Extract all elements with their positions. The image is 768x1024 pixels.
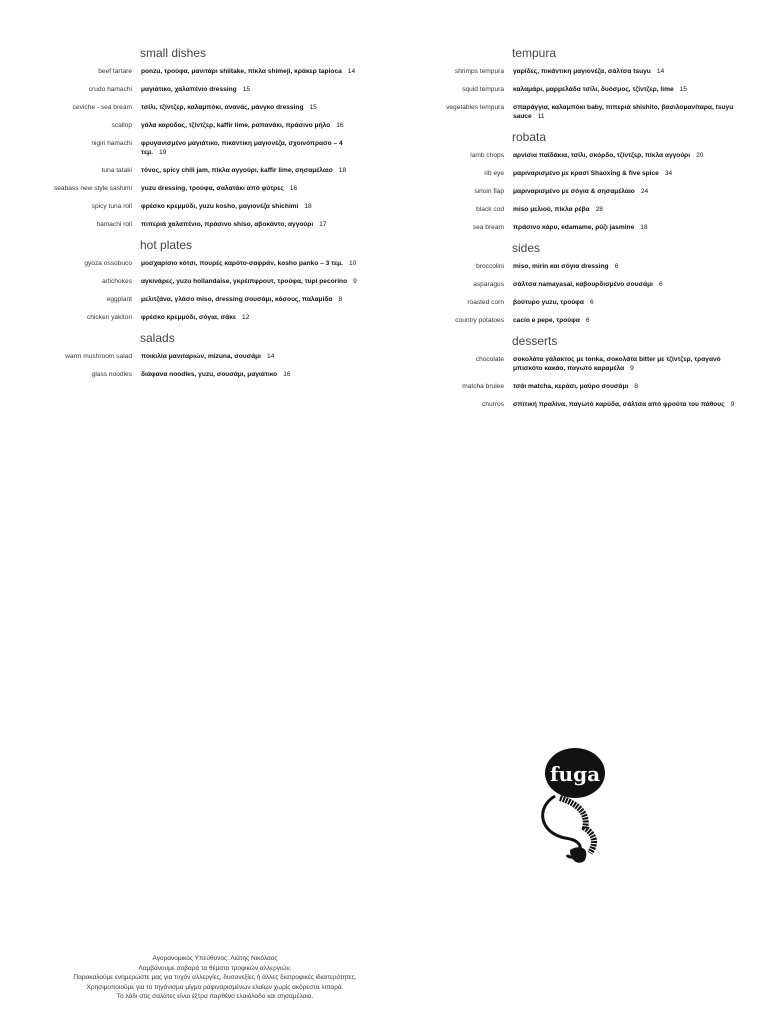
menu-item-name: hamachi roll (96, 221, 132, 228)
menu-item-price: 18 (304, 203, 312, 210)
menu-item-description-text: φρυγανισμένο μαγιάτικο, πικάντικη μαγιονέζα, σχοινόπρασο – 4 τεμ. (141, 140, 343, 156)
menu-item-name: eggplant (106, 296, 132, 303)
menu-item-description-text: yuzu dressing, τρούφα, σαλατάκι από φύτρες (141, 185, 284, 192)
menu-item-name: matcha brulee (462, 383, 504, 390)
menu-item-name: churros (482, 401, 504, 408)
menu-item (392, 223, 752, 232)
menu-item-description (141, 259, 360, 268)
menu-item-description-text: τόνος, spicy chili jam, πίκλα αγγούρι, kaffir lime, σησαμέλαιο (141, 167, 333, 174)
menu-item (392, 103, 752, 121)
menu-item (392, 298, 752, 307)
section-title: tempura (512, 46, 557, 60)
menu-item (392, 400, 752, 409)
menu-item-description (141, 139, 360, 157)
fuga-logo (530, 738, 640, 868)
menu-item-name: ceviche - sea bream (72, 104, 132, 111)
menu-item-description (513, 223, 752, 232)
menu-item-description-text: μαγιάτικο, χαλαπένιο dressing (141, 86, 237, 93)
menu-item-description-text: cacio e pepe, τρούφα (513, 317, 580, 324)
menu-section (20, 331, 360, 379)
footer-line: Χρησιμοποιούμε για το τηγάνισμα μίγμα ραφιναρισμένων ελαίων χωρίς ακόρεστα λιπαρά. (86, 983, 344, 991)
menu-item-name: sirloin flap (474, 188, 504, 195)
menu-item-description-text: miso, mirin και σόγια dressing (513, 263, 609, 270)
menu-item (392, 187, 752, 196)
menu-item-description (513, 262, 752, 271)
menu-item (20, 121, 360, 130)
menu-item-name: scallop (111, 122, 132, 129)
menu-item-name: shrimps tempura (454, 68, 504, 75)
left-menu-column (20, 46, 360, 388)
menu-item-description-text: αρνίσια παϊδάκια, τσίλι, σκόρδο, τζίντζερ, πίκλα αγγούρι (513, 152, 691, 159)
menu-item-price: 9 (730, 401, 735, 408)
menu-item (392, 280, 752, 289)
menu-item-description-text: τσίλι, τζίντζερ, καλαμπόκι, ανανάς, μάνγκο dressing (141, 104, 304, 111)
menu-item-description (141, 352, 360, 361)
section-title: small dishes (140, 46, 207, 60)
menu-item (392, 382, 752, 391)
section-title: desserts (512, 334, 558, 348)
menu-item-description (141, 85, 360, 94)
menu-item-description-text: πιπεριά χαλαπένιο, πράσινο shiso, αβοκάντο, αγγούρι (141, 221, 314, 228)
menu-item-description-text: αγκινάρες, yuzu hollandaise, γκρέιπφρουτ, τρούφα, τυρί pecorino (141, 278, 348, 285)
menu-item (20, 166, 360, 175)
menu-item-name: black cod (476, 206, 504, 213)
menu-item-name: squid tempura (462, 86, 504, 93)
menu-item-description-text: μοσχαρίσιο κότσι, πουρές καρότο-σαφράν, kosho panko – 3 τεμ. (141, 260, 344, 267)
menu-item-price: 11 (537, 113, 545, 120)
menu-item-description-text: ποικιλία μανιταριών, mizuna, σουσάμι (141, 353, 262, 360)
menu-item-description (513, 355, 752, 373)
menu-item-price: 15 (242, 86, 251, 93)
menu-item (392, 316, 752, 325)
menu-item-price: 19 (158, 149, 167, 156)
menu-item (392, 262, 752, 271)
menu-item-description-text: πράσινο κάρυ, edamame, ρύζι jasmine (513, 224, 635, 231)
menu-item-description (513, 280, 752, 289)
menu-item (20, 277, 360, 286)
menu-item-description (513, 103, 752, 121)
menu-item (392, 67, 752, 76)
menu-item-price: 34 (664, 170, 673, 177)
menu-item-price: 28 (595, 206, 603, 213)
menu-item-name: sea bream (472, 224, 504, 231)
menu-item-price: 18 (338, 167, 347, 174)
menu-item-description-text: σπιτική πραλίνα, παγωτό καρύδα, σάλτσα από φρούτα του πάθους (513, 401, 725, 408)
menu-item-description-text: σάλτσα namayasai, καβουρδισμένο σουσάμι (513, 281, 653, 288)
menu-item-price: 6 (589, 299, 594, 306)
menu-item-description-text: μελιτζάνα, γλάσο miso, dressing σουσάμι, κόσους, παλαμίδα (141, 296, 333, 303)
menu-item (20, 295, 360, 304)
menu-item-price: 17 (319, 221, 327, 228)
menu-item (20, 313, 360, 322)
menu-item (20, 67, 360, 76)
menu-item (20, 352, 360, 361)
menu-item-name: seabass new style sashimi (53, 185, 132, 192)
menu-item-price: 15 (309, 104, 317, 111)
menu-item-description-text: φρέσκο κρεμμύδι, yuzu kosho, μαγιονέζα shichimi (141, 203, 299, 210)
menu-item (20, 202, 360, 211)
menu-item-name: chicken yakitori (86, 314, 132, 321)
menu-item-description-text: ponzu, τρούφα, μανιτάρι shiitake, πίκλα shimeji, κράκερ tapioca (141, 68, 342, 75)
right-menu-column (392, 46, 752, 418)
footer-line: Παρακαλούμε ενημερώστε μας για τυχόν αλλεργίες, δυσανεξίες ή άλλες διατροφικές ιδιαιτερότητες. (73, 974, 357, 982)
menu-item-name: lamb chops (470, 152, 504, 159)
menu-item (20, 103, 360, 112)
menu-item-name: vegetables tempura (446, 104, 504, 111)
menu-section (392, 334, 752, 409)
menu-item-description (513, 85, 752, 94)
menu-item-description (513, 67, 752, 76)
menu-item-description-text: καλαμάρι, μαρμελάδα τσίλι, δυόσμος, τζίντζερ, lime (513, 86, 674, 93)
menu-item-name: chocolate (475, 356, 504, 363)
section-title: sides (512, 241, 541, 255)
menu-item (392, 169, 752, 178)
menu-item (392, 85, 752, 94)
section-title: robata (512, 130, 547, 144)
menu-section (392, 241, 752, 325)
menu-item-description (141, 370, 360, 379)
menu-item-price: 9 (630, 365, 634, 372)
menu-item-description (141, 220, 360, 229)
menu-item-description (141, 103, 360, 112)
menu-item-description (141, 67, 360, 76)
menu-item-price: 14 (267, 353, 275, 360)
menu-item-name: beef tartare (98, 68, 132, 75)
menu-item (20, 220, 360, 229)
menu-item (20, 259, 360, 268)
menu-item-price: 20 (696, 152, 704, 159)
menu-item-price: 24 (640, 188, 649, 195)
menu-item-name: artichokes (101, 278, 132, 285)
menu-item-description-text: μαριναρισμένο με κρασί Shaoxing & five spice (513, 170, 659, 177)
menu-item (20, 184, 360, 193)
menu-item-description-text: μαριναρισμένο με σόγια & σησαμέλαιο (513, 188, 635, 195)
menu-item-price: 14 (656, 68, 665, 75)
menu-item-name: asparagus (473, 281, 504, 288)
menu-item (20, 85, 360, 94)
footer-line: Το λάδι στις σαλάτες είναι έξτρα παρθένο ελαιόλαδο και σησαμέλαιο. (116, 993, 314, 1001)
menu-item-description (513, 169, 752, 178)
menu-item-name: nigiri hamachi (91, 140, 132, 147)
menu-item-description-text: σοκολάτα γάλακτος με tonka, σοκολάτα bitter με τζίντζερ, τραγανό μπισκότο κακάο, παγωτό καραμέλα (513, 356, 721, 372)
menu-item-name: warm mushroom salad (65, 353, 132, 360)
menu-item (392, 355, 752, 373)
menu-item-description-text: βούτυρο yuzu, τρούφα (513, 299, 584, 306)
menu-item-description-text: miso μελιού, πίκλα ρέβα (513, 206, 590, 213)
footer-notes (20, 954, 410, 1002)
menu-item (392, 151, 752, 160)
menu-item-name: tuna tataki (101, 167, 132, 174)
menu-item-description (141, 121, 360, 130)
menu-item-description-text: φρέσκο κρεμμύδι, σόγια, σάκε (141, 314, 237, 321)
menu-item-description (141, 184, 360, 193)
menu-item-description (513, 187, 752, 196)
menu-item-name: broccolini (476, 263, 504, 270)
menu-item (20, 370, 360, 379)
menu-item-description-text: γαρίδες, πικάντικη μαγιονέζα, σάλτσα tsuyu (513, 68, 651, 75)
menu-item-price: 16 (336, 122, 344, 129)
menu-item-description (513, 382, 752, 391)
menu-item-price: 6 (658, 281, 663, 288)
menu-item-price: 8 (338, 296, 343, 303)
menu-item-description-text: διάφανα noodles, yuzu, σουσάμι, μαγιάτικο (141, 371, 278, 378)
menu-item-price: 8 (634, 383, 639, 390)
menu-item-price: 18 (640, 224, 648, 231)
menu-item-name: rib eye (484, 170, 504, 177)
menu-item-description (141, 166, 360, 175)
menu-item-price: 14 (347, 68, 356, 75)
menu-item-name: glass noodles (91, 371, 132, 378)
menu-item-description (141, 277, 360, 286)
menu-item (20, 139, 360, 157)
menu-item-description-text: τσάι matcha, κεράσι, μαύρο σουσάμι (513, 383, 629, 390)
menu-item (392, 205, 752, 214)
logo-text: fuga (549, 762, 601, 786)
menu-item-name: country potatoes (455, 317, 504, 324)
menu-item-description (141, 295, 360, 304)
section-title: salads (140, 331, 175, 345)
menu-item-price: 6 (614, 263, 619, 270)
menu-item-price: 16 (289, 185, 298, 192)
menu-item-description-text: γάλα καρύδας, τζίντζερ, kaffir lime, ραπανάκι, πράσινο μήλο (141, 122, 331, 129)
menu-item-description (513, 298, 752, 307)
footer-line: Λαμβάνουμε σοβαρά τα θέματα τροφικών αλλεργιών. (138, 964, 292, 972)
menu-item-description (513, 151, 752, 160)
menu-item-name: crudo hamachi (88, 86, 132, 93)
menu-item-price: 15 (679, 86, 687, 93)
menu-section (392, 46, 752, 121)
menu-item-description (141, 202, 360, 211)
menu-item-name: roasted corn (467, 299, 504, 306)
menu-item-description (141, 313, 360, 322)
menu-item-description-text: σπαράγγια, καλαμπόκι baby, πιπεριά shishito, βασιλομανίταρα, tsuyu sauce (513, 104, 734, 120)
menu-item-description (513, 316, 752, 325)
menu-item-price: 10 (349, 260, 357, 267)
menu-item-price: 16 (283, 371, 291, 378)
menu-section (20, 46, 360, 229)
menu-item-name: gyoza ossobuco (84, 260, 132, 267)
footer-line: Αγορανομικός Υπεύθυνος: Λιάτης Νικόλαος (152, 955, 278, 962)
menu-section (20, 238, 360, 322)
menu-item-price: 6 (585, 317, 590, 324)
section-title: hot plates (140, 238, 193, 252)
menu-item-description (513, 400, 752, 409)
menu-item-name: spicy tuna roll (91, 203, 132, 210)
menu-item-price: 12 (242, 314, 250, 321)
menu-item-description (513, 205, 752, 214)
menu-item-price: 9 (353, 278, 357, 285)
menu-section (392, 130, 752, 232)
